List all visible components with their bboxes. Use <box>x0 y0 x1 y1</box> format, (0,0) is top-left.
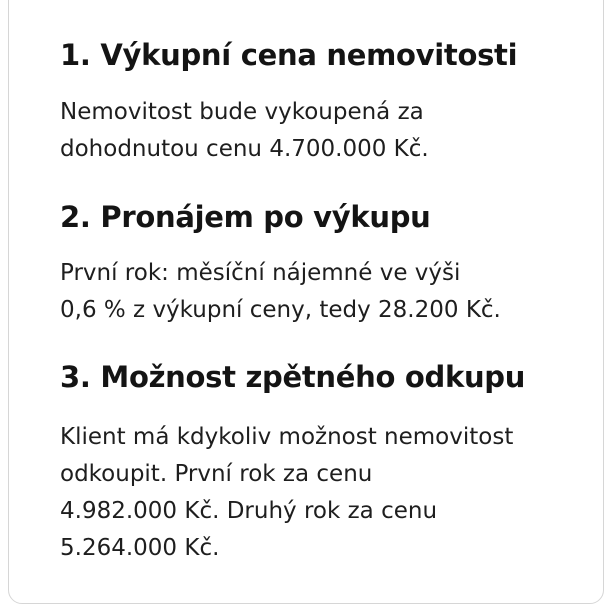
section-heading: 2. Pronájem po výkupu <box>60 200 431 234</box>
section-heading: 1. Výkupní cena nemovitosti <box>60 38 518 72</box>
section-buyback-option-text <box>60 419 513 567</box>
paragraph-line: Nemovitost bude vykoupená za <box>60 99 424 125</box>
paragraph-line: 4.982.000 Kč. Druhý rok za cenu <box>60 498 438 524</box>
section-lease-after-purchase-text <box>60 255 501 329</box>
section-lease-after-purchase <box>60 199 431 235</box>
section-purchase-price-text <box>60 94 429 168</box>
section-purchase-price <box>60 37 517 73</box>
section-paragraph <box>60 255 501 329</box>
paragraph-line: dohodnutou cenu 4.700.000 Kč. <box>60 136 429 162</box>
paragraph-line: odkoupit. První rok za cenu <box>60 461 373 487</box>
paragraph-line: Klient má kdykoliv možnost nemovitost <box>60 424 514 450</box>
section-paragraph <box>60 419 513 567</box>
paragraph-line: První rok: měsíční nájemné ve výši <box>60 260 461 286</box>
section-heading: 3. Možnost zpětného odkupu <box>60 360 526 394</box>
paragraph-line: 5.264.000 Kč. <box>60 535 220 561</box>
paragraph-line: 0,6 % z výkupní ceny, tedy 28.200 Kč. <box>60 297 501 323</box>
section-buyback-option <box>60 359 525 395</box>
section-paragraph <box>60 94 429 168</box>
